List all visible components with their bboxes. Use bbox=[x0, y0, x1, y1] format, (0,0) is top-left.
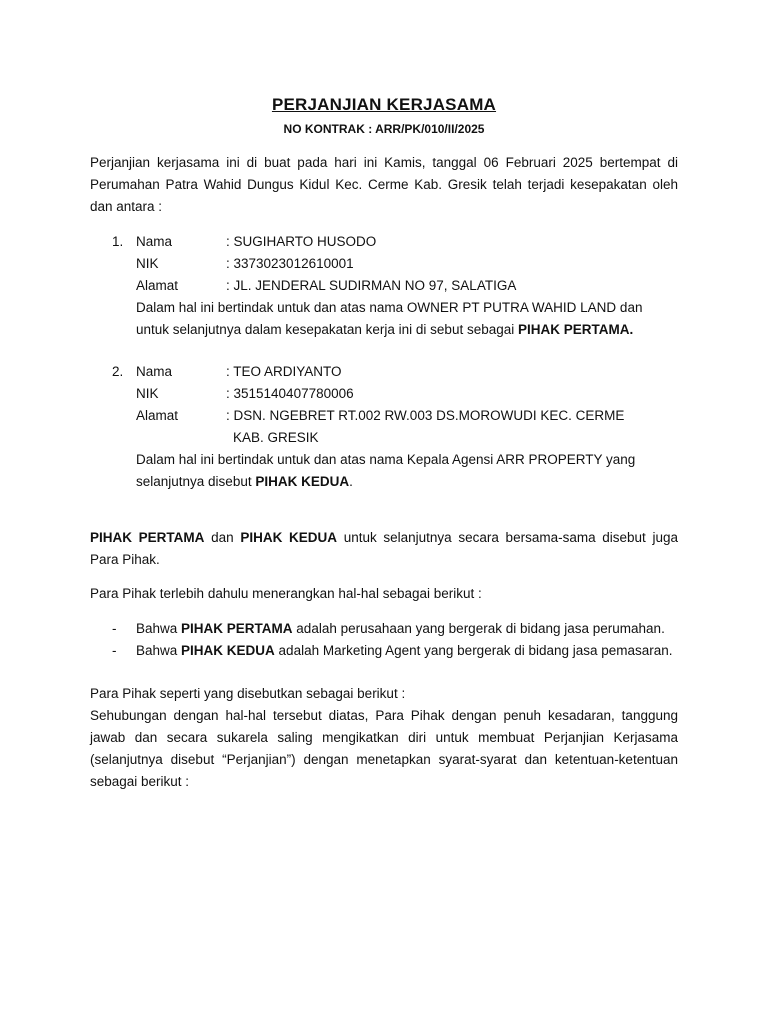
dash-bullet: - bbox=[112, 621, 117, 636]
document-title: PERJANJIAN KERJASAMA bbox=[271, 95, 497, 114]
list-item-text bbox=[136, 618, 665, 640]
list-number: 2. bbox=[112, 364, 124, 379]
party-two-note-text: Dalam hal ini bertindak untuk dan atas nama Kepala Agensi ARR PROPERTY yang selanjutnya disebut bbox=[136, 452, 636, 489]
sehubungan-paragraph: Sehubungan dengan hal-hal tersebut diatas, Para Pihak dengan penuh kesadaran, tanggung jawab dan secara sukarela saling mengikatkan diri untuk membuat Perjanjian Kerjasama (selanjutnya disebut “Perjanjian”) dengan menetapkan syarat-syarat dan ketentuan-ketentuan sebagai berikut : bbox=[90, 708, 678, 789]
party-two-note bbox=[136, 449, 678, 493]
terlebih-paragraph: Para Pihak terlebih dahulu menerangkan hal-hal sebagai berikut : bbox=[90, 586, 482, 601]
party-two-note-end: . bbox=[349, 474, 353, 489]
pihak-kedua-term: PIHAK KEDUA bbox=[240, 530, 338, 545]
party-one-note bbox=[136, 297, 678, 341]
party-two-address-row-2 bbox=[90, 427, 678, 449]
party-one-note-text: Dalam hal ini bertindak untuk dan atas nama OWNER PT PUTRA WAHID LAND dan untuk selanjutnya dalam kesepakatan kerja ini di sebut sebagai bbox=[136, 300, 643, 337]
address-value-line-2: KAB. GRESIK bbox=[233, 430, 319, 445]
seperti-paragraph: Para Pihak seperti yang disebutkan sebagai berikut : bbox=[90, 686, 406, 701]
address-value: : JL. JENDERAL SUDIRMAN NO 97, SALATIGA bbox=[226, 278, 517, 293]
nik-value: : 3515140407780006 bbox=[226, 386, 354, 401]
address-label: Alamat bbox=[136, 408, 179, 423]
list-item-text bbox=[136, 640, 673, 662]
list-number: 1. bbox=[112, 234, 124, 249]
party-two-address-row bbox=[90, 405, 678, 427]
party-one-name-row bbox=[90, 231, 678, 253]
intro-paragraph: Perjanjian kerjasama ini di buat pada hari ini Kamis, tanggal 06 Februari 2025 bertempat di Perumahan Patra Wahid Dungus Kidul Kec. Cerme Kab. Gresik telah terjadi kesepakatan oleh dan antara : bbox=[90, 155, 678, 214]
dash-bullet: - bbox=[112, 643, 117, 658]
list-item bbox=[90, 640, 678, 662]
name-value: : SUGIHARTO HUSODO bbox=[226, 234, 377, 249]
pihak-pertama-term: PIHAK PERTAMA bbox=[90, 530, 205, 545]
party-one-role: PIHAK PERTAMA. bbox=[518, 322, 634, 337]
list-item-term: PIHAK KEDUA bbox=[181, 643, 275, 658]
recitals-list bbox=[90, 618, 678, 662]
list-item bbox=[90, 618, 678, 640]
name-label: Nama bbox=[136, 364, 173, 379]
address-value: : DSN. NGEBRET RT.002 RW.003 DS.MOROWUDI KEC. CERME bbox=[226, 408, 625, 423]
nik-value: : 3373023012610001 bbox=[226, 256, 354, 271]
list-item-term: PIHAK PERTAMA bbox=[181, 621, 293, 636]
party-two-role: PIHAK KEDUA bbox=[255, 474, 350, 489]
party-two-name-row bbox=[90, 361, 678, 383]
para-pihak-text: untuk selanjutnya secara bersama-sama disebut juga Para Pihak. bbox=[90, 530, 678, 567]
party-two-nik-row bbox=[90, 383, 678, 405]
party-one-nik-row bbox=[90, 253, 678, 275]
name-value: : TEO ARDIYANTO bbox=[226, 364, 342, 379]
para-pihak-paragraph bbox=[90, 527, 678, 571]
contract-number: NO KONTRAK : ARR/PK/010/II/2025 bbox=[283, 122, 485, 136]
party-one-address-row bbox=[90, 275, 678, 297]
party-one-block bbox=[90, 231, 678, 341]
party-two-block bbox=[90, 361, 678, 493]
address-label: Alamat bbox=[136, 278, 179, 293]
list-item-prefix: Bahwa bbox=[136, 621, 182, 636]
list-item-rest: adalah perusahaan yang bergerak di bidang jasa perumahan. bbox=[292, 621, 665, 636]
name-label: Nama bbox=[136, 234, 173, 249]
nik-label: NIK bbox=[136, 386, 159, 401]
nik-label: NIK bbox=[136, 256, 159, 271]
connector-text: dan bbox=[204, 530, 241, 545]
list-item-rest: adalah Marketing Agent yang bergerak di bidang jasa pemasaran. bbox=[274, 643, 673, 658]
list-item-prefix: Bahwa bbox=[136, 643, 182, 658]
